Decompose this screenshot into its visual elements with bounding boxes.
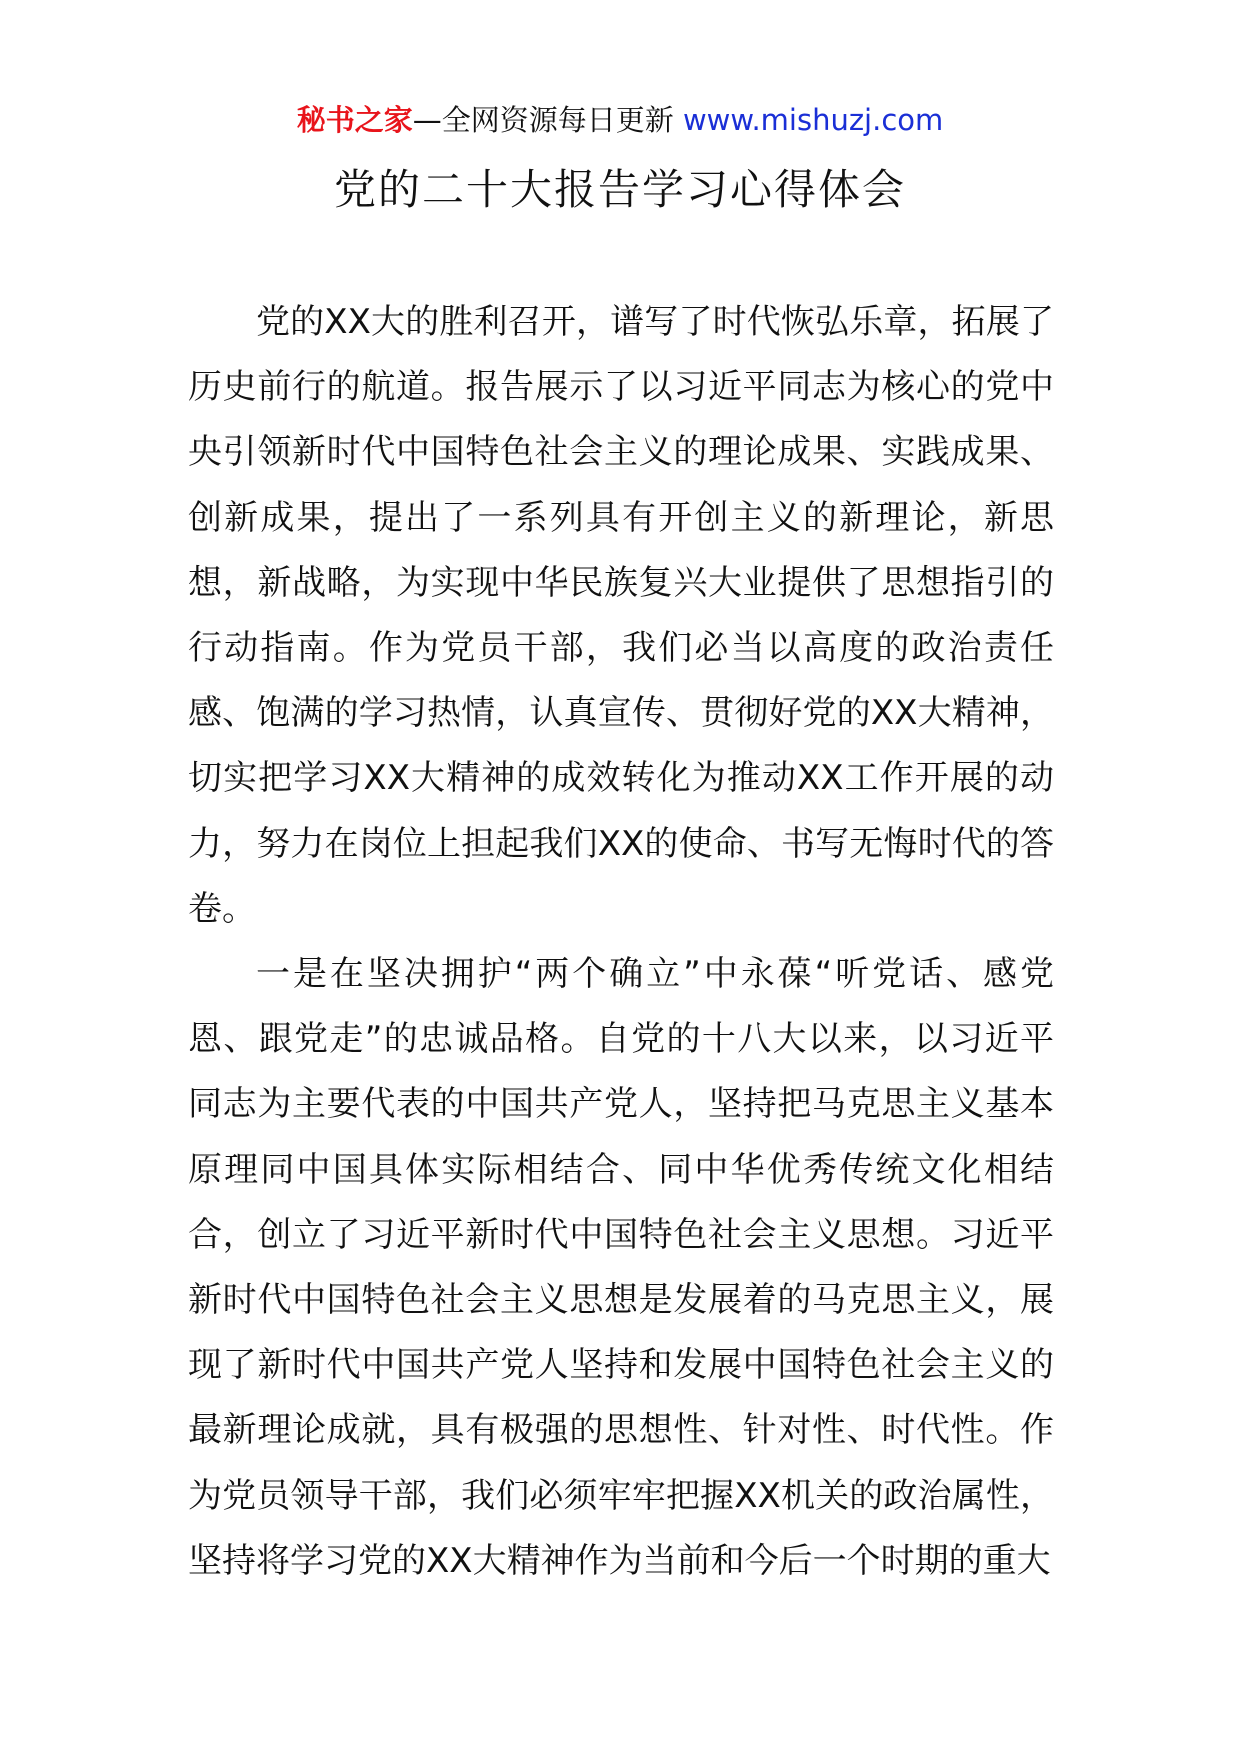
site-tagline: —全网资源每日更新	[412, 103, 674, 137]
site-url-link[interactable]: www.mishuzj.com	[682, 103, 944, 137]
site-header	[0, 100, 1240, 140]
paragraph: 一是在坚决拥护“两个确立”中永葆“听党话、感党恩、跟党走”的忠诚品格。自党的十八大以来，以习近平同志为主要代表的中国共产党人，坚持把马克思主义基本原理同中国具体实际相结合、同中华优秀传统文化相结合，创立了习近平新时代中国特色社会主义思想。习近平新时代中国特色社会主义思想是发展着的马克思主义，展现了新时代中国共产党人坚持和发展中国特色社会主义的最新理论成就，具有极强的思想性、针对性、时代性。作为党员领导干部，我们必须牢牢把握XX机关的政治属性，坚持将学习党的XX大精神作为当前和今后一个时期的重大	[188, 954, 1054, 1581]
paragraph: 党的XX大的胜利召开，谱写了时代恢弘乐章，拓展了历史前行的航道。报告展示了以习近平同志为核心的党中央引领新时代中国特色社会主义的理论成果、实践成果、创新成果，提出了一系列具有开创主义的新理论，新思想，新战略，为实现中华民族复兴大业提供了思想指引的行动指南。作为党员干部，我们必当以高度的政治责任感、饱满的学习热情，认真宣传、贯彻好党的XX大精神，切实把学习XX大精神的成效转化为推动XX工作开展的动力，努力在岗位上担起我们XX的使命、书写无悔时代的答卷。	[188, 302, 1054, 929]
document-body	[188, 290, 1054, 1594]
document-title: 党的二十大报告学习心得体会	[333, 165, 906, 214]
site-brand: 秘书之家	[296, 103, 413, 137]
